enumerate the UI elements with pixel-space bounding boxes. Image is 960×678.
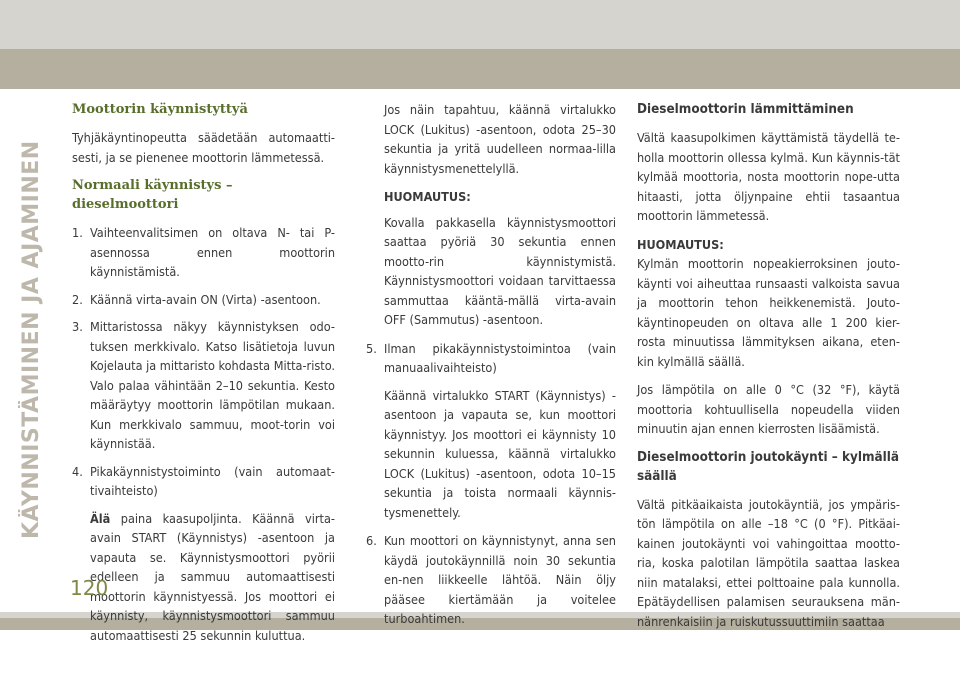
heading-warmup: Dieselmoottorin lämmittäminen (637, 102, 854, 117)
list-item (72, 462, 335, 501)
paragraph-cold-idle: Vältä pitkäaikaista joutokäyntiä, jos ympäris-tön lämpötila on alle –18 °C (0 °F). Pitkäai-kainen joutokäynti voi vahingoittaa mootto-ria, koska palotilan lämpötila saattaa laskea niin matalaksi, ettei polttoaine pala kunnolla. Epätäydellisen palamisen seurauksena män-nänrenkaisiin ja ruiskutussuuttimiin saattaa (637, 496, 900, 629)
heading-normal-start: Normaali käynnistys – dieselmoottori (72, 178, 233, 212)
list-item (72, 290, 335, 310)
list-text: Mittaristossa näkyy käynnistyksen odo-tuksen merkkivalo. Katso lisätietoja luvun Kojelauta ja mittaristo kohdasta Mitta-risto. Valo palaa vähintään 2–10 sekuntia. Kesto määräytyy moottorin lämpötilan mukaan. Kun merkkivalo sammuu, moot-torin voi käynnistää. (90, 319, 336, 451)
column-3 (637, 100, 900, 640)
ala-text: paina kaasupoljinta. Käännä virta-avain START (Käynnistys) -asentoon ja vapauta se. Käynnistysmoottori pyörii edelleen ja sammuu automaattisesti moottorin käynnistyessä. Jos moottori ei käynnisty, käynnistysmoottori sammuu automaattisesti 25 sekunnin kuluttua. (90, 510, 335, 643)
list-number: 4. (72, 463, 83, 479)
column-1 (72, 100, 335, 654)
ala-emphasis: Älä (90, 510, 111, 526)
list-text: Pikakäynnistystoiminto (vain automaat-tivaihteisto) (90, 463, 335, 498)
paragraph-item5-sub: Käännä virtalukko START (Käynnistys) -asentoon ja vapauta se, kun moottori käynnistyy. Jos moottori ei käynnisty 10 sekunnin kuluessa, käännä virtalukko LOCK (Lukitus) -asentoon, odota 10–15 sekuntia ja toista normaali käynnis-tysmenettely. (384, 387, 616, 520)
note-title: HUOMAUTUS: (637, 236, 724, 252)
heading-cold-idle: Dieselmoottorin joutokäynti – kylmällä säällä (637, 449, 900, 484)
list-item (72, 317, 335, 454)
paragraph-continued: Jos näin tapahtuu, käännä virtalukko LOCK (Lukitus) -asentoon, odota 25–30 sekuntia ja yritä uudelleen normaa-lilla käynnistysmenettelyllä. (384, 102, 616, 176)
list-item (366, 339, 616, 378)
list-text: Ilman pikakäynnistystoimintoa (vain manuaalivaihteisto) (384, 340, 616, 375)
note-text: Kovalla pakkasella käynnistysmoottori saattaa pyöriä 30 sekuntia ennen mootto-rin käynnistymistä. Käynnistysmoottori voidaan tarvittaessa sammuttaa kääntä-mällä virta-avain OFF (Sammutus) -asentoon. (384, 214, 616, 327)
list-number: 6. (366, 533, 377, 548)
list-text: Käännä virta-avain ON (Virta) -asentoon. (90, 291, 321, 307)
chapter-label: KÄYNNISTÄMINEN JA AJAMINEN (19, 140, 44, 540)
list-number: 3. (72, 319, 83, 334)
heading-start: Moottorin käynnistyttyä (72, 102, 248, 117)
list-text: Kun moottori on käynnistynyt, anna sen käydä joutokäynnillä noin 30 sekuntia en-nen liikkeelle lähtöä. Näin öljy pääsee kiertämään ja voitelee turboahtimen. (384, 533, 616, 626)
list-number: 2. (72, 291, 83, 307)
page-number: 120 (70, 576, 109, 600)
list-number: 1. (72, 225, 83, 240)
column-2 (366, 100, 616, 637)
paragraph-start: Tyhjäkäyntinopeutta säädetään automaatti-sesti, ja se pienenee moottorin lämmetessä. (72, 130, 335, 165)
list-number: 5. (366, 340, 377, 356)
list-item (366, 531, 616, 629)
list-item (72, 223, 335, 282)
list-text: Vaihteenvalitsimen on oltava N- tai P-asennossa ennen moottorin käynnistämistä. (90, 225, 335, 279)
paragraph-ala (72, 509, 335, 646)
note-text: Kylmän moottorin nopeakierroksinen jouto-käynti voi aiheuttaa runsaasti valkoista savua ja moottorin tehon heikkenemistä. Jouto-käyntinopeuden on oltava alle 1 200 kier-rosta minuutissa lämmityksen aikana, eten-kin kylmällä säällä. (637, 256, 900, 369)
top-band-strip (0, 49, 960, 89)
note-title: HUOMAUTUS: (384, 189, 471, 204)
top-band (0, 0, 960, 49)
paragraph-temperature: Jos lämpötila on alle 0 °C (32 °F), käytä moottoria kohtuullisella nopeudella viiden minuutin ajan ennen kierrosten lisäämistä. (637, 382, 900, 436)
paragraph-warmup: Vältä kaasupolkimen käyttämistä täydellä te-holla moottorin ollessa kylmä. Kun käynnis-tät kylmää moottoria, nosta moottorin nope-utta hitaasti, jotta öljynpaine ehtii tasaantua moottorin lämmetessä. (637, 130, 900, 223)
